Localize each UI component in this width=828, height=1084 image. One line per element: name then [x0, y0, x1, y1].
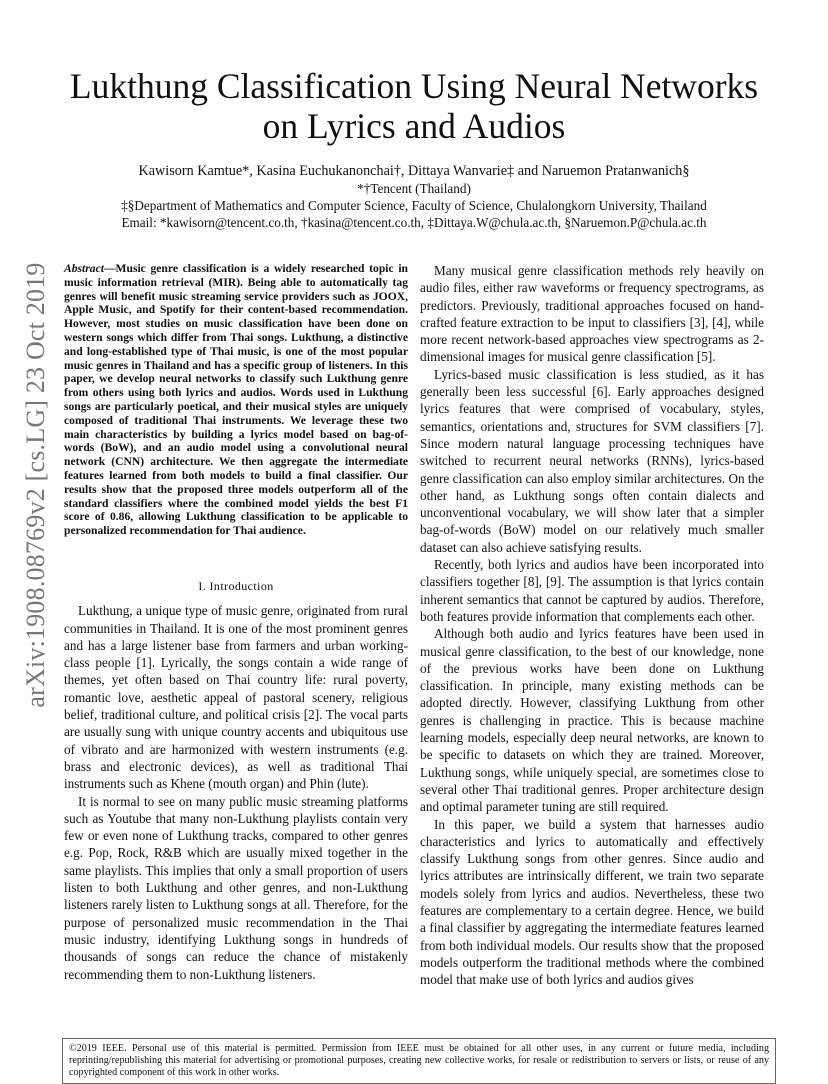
author-list: Kawisorn Kamtue*, Kasina Euchukanonchai†, Dittaya Wanvarie‡ and Naruemon Pratanwanich§	[138, 163, 690, 179]
paper-title: Lukthung Classification Using Neural Networks on Lyrics and Audios	[69, 66, 759, 146]
right-column	[420, 262, 764, 988]
body-paragraph: Although both audio and lyrics features have been used in musical genre classification, to the best of our knowledge, none of the previous works have been done on Lukthung classification. In principle, many existing methods can be adopted directly. However, classifying Lukthung from other genres is challenging in practice. This is because machine learning models, especially deep neural networks, are known to be specific to datasets on which they are trained. Moreover, Lukthung songs, while uniquely special, are sometimes close to several other Thai traditional genres. Proper architecture design and optimal parameter tuning are still required.	[420, 626, 764, 815]
body-paragraph: Many musical genre classification methods rely heavily on audio files, either raw waveforms or frequency spectrograms, as predictors. Previously, traditional approaches focused on hand-crafted feature extraction to be input to classifiers [3], [4], while more recent network-based approaches view spectrograms as 2-dimensional images for musical genre classification [5].	[420, 263, 764, 365]
body-paragraph: Lyrics-based music classification is less studied, as it has generally been less successful [6]. Early approaches designed lyrics features that were comprised of vocabulary, styles, semantics, orientations and, structures for SVM classifiers [7]. Since modern natural language processing techniques have switched to recurrent neural networks (RNNs), lyrics-based genre classification can also employ similar architectures. On the other hand, as Lukthung songs often contain dialects and unconventional vocabulary, we will show later that a simpler bag-of-words (BoW) model on our relatively much smaller dataset can also achieve satisfying results.	[420, 366, 764, 555]
body-paragraph: In this paper, we build a system that harnesses audio characteristics and lyrics to automatically and effectively classify Lukthung songs from other genres. Since audio and lyrics attributes are intrinsically different, we train two separate models solely from lyrics and audios. Nevertheless, these two features are complementary to a certain degree. Hence, we build a final classifier by aggregating the intermediate features learned from both individual models. Our results show that the proposed models outperform the traditional methods where the combined model that make use of both lyrics and audios gives	[420, 816, 764, 988]
body-paragraph: Recently, both lyrics and audios have been incorporated into classifiers together [8], [9]. The assumption is that lyrics contain inherent semantics that cannot be captured by audios. Therefore, both features provide information that complements each other.	[420, 557, 764, 624]
author-emails: Email: *kawisorn@tencent.co.th, †kasina@tencent.co.th, ‡Dittaya.W@chula.ac.th, §Naruemon.P@chula.ac.th	[121, 215, 707, 230]
affiliation-chulalongkorn: ‡§Department of Mathematics and Computer Science, Faculty of Science, Chulalongkorn University, Thailand	[121, 198, 707, 213]
arxiv-sidebar-stamp	[16, 262, 56, 708]
copyright-notice: ©2019 IEEE. Personal use of this material is permitted. Permission from IEEE must be obtained for all other uses, in any current or future media, including reprinting/republishing this material for advertising or promotional purposes, creating new collective works, for resale or redistribution to servers or lists, or reuse of any copyrighted component of this work in other works.	[62, 1038, 776, 1084]
abstract-text: —Music genre classification is a widely researched topic in music information retrieval (MIR). Being able to automatically tag genres will benefit music streaming service providers such as JOOX, Apple Music, and Spotify for their content-based recommendation. However, most studies on music classification have been done on western songs which differ from Thai songs. Lukthung, a distinctive and long-established type of Thai music, is one of the most popular music genres in Thailand and has a specific group of listeners. In this paper, we develop neural networks to classify such Lukthung genre from others using both lyrics and audios. Words used in Lukthung songs are particularly poetical, and their musical styles are uniquely composed of traditional Thai instruments. We leverage these two main characteristics by building a lyrics model based on bag-of-words (BoW), and an audio model using a convolutional neural network (CNN) architecture. We then aggregate the intermediate features learned from both models to build a final classifier. Our results show that the proposed three models outperform all of the standard classifiers where the combined model yields the best F1 score of 0.86, allowing Lukthung classification to be applicable to personalized recommendation for Thai audience.	[64, 262, 408, 538]
left-column	[64, 570, 408, 983]
intro-paragraph: It is normal to see on many public music streaming platforms such as Youtube that many non-Lukthung playlists contain very few or even none of Lukthung tracks, compared to other genres e.g. Pop, Rock, R&B which are usually mixed together in the same playlists. This implies that only a small proportion of users listen to both Lukthung and other genres, and non-Lukthung listeners rarely listen to Lukthung songs at all. Therefore, for the purpose of personalized music recommendation in the Thai music industry, identifying Lukthung songs in hundreds of thousands of songs can reduce the chance of mistakenly recommending them to non-Lukthung listeners.	[64, 793, 408, 982]
abstract-label: Abstract	[64, 262, 104, 275]
intro-paragraph: Lukthung, a unique type of music genre, originated from rural communities in Thailand. It is one of the most prominent genres and has a large listener base from farmers and urban working-class people [1]. Lyrically, the songs contain a wide range of themes, yet often based on Thai country life: rural poverty, romantic love, aesthetic appeal of pastoral scenery, religious belief, traditional culture, and political crisis [2]. The vocal parts are usually sung with unique country accents and ubiquitous use of vibrato and are harmonized with western instruments (e.g. brass and electronic devices), as well as traditional Thai instruments such as Khene (mouth organ) and Phin (lute).	[64, 603, 408, 792]
affiliation-tencent: *†Tencent (Thailand)	[357, 181, 471, 196]
abstract-block	[64, 262, 408, 538]
section-heading-introduction: I. Introduction	[198, 579, 274, 593]
arxiv-identifier: arXiv:1908.08769v2 [cs.LG] 23 Oct 2019	[21, 262, 50, 708]
